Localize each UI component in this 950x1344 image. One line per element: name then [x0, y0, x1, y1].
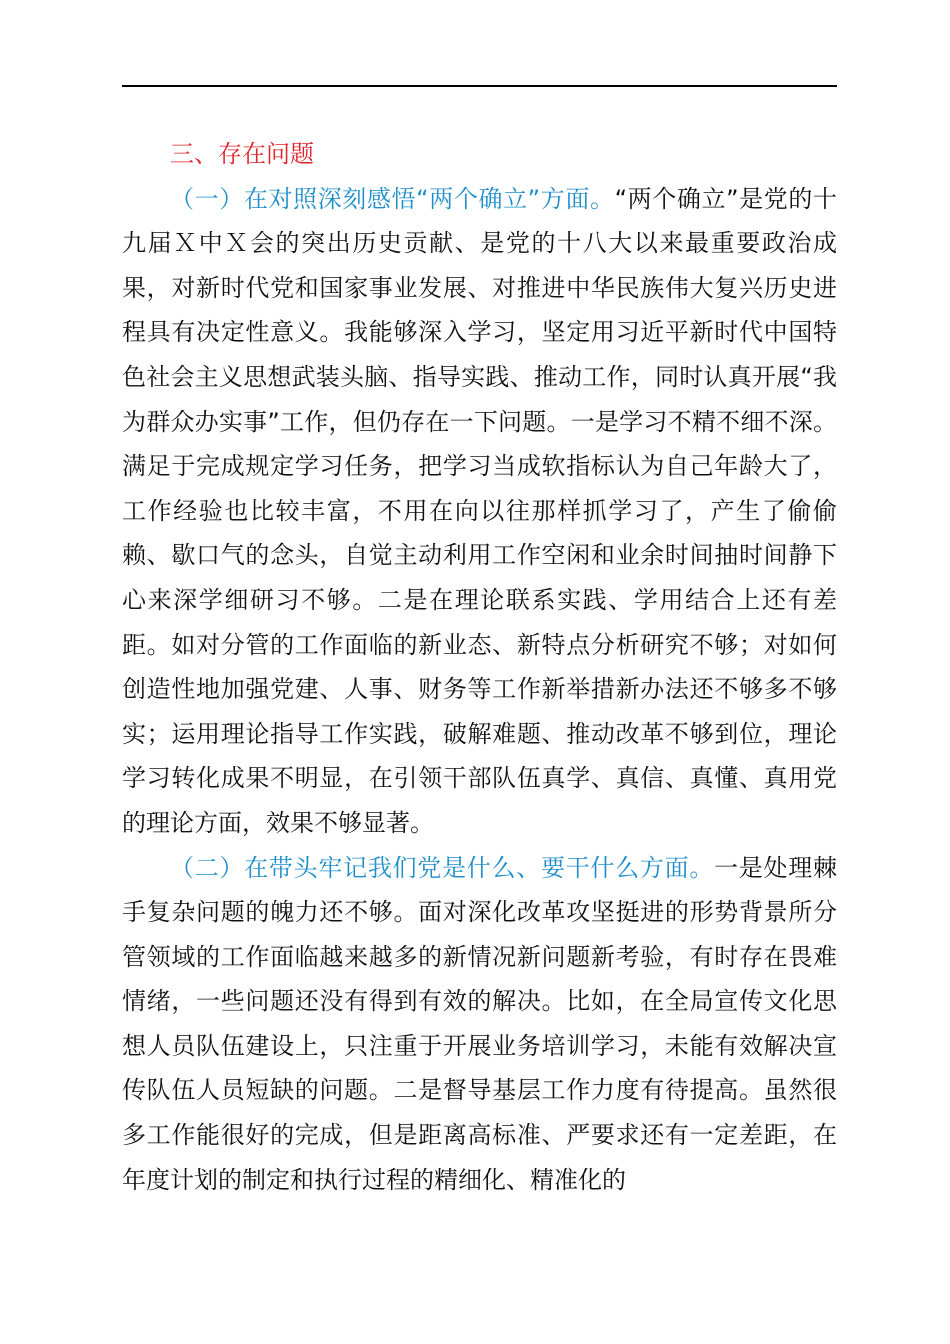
- section-heading: 三、存在问题: [170, 140, 314, 168]
- paragraph-2: [122, 846, 837, 1203]
- paragraph-2-subheading: （二）在带头牢记我们党是什么、要干什么方面。: [170, 853, 715, 882]
- document-body: [122, 132, 837, 1202]
- header-rule: [122, 85, 837, 87]
- paragraph-1: [122, 177, 837, 846]
- paragraph-1-text: “两个确立”是党的十九届Ｘ中Ｘ会的突出历史贡献、是党的十八大以来最重要政治成果，对新时代党和国家事业发展、对推进中华民族伟大复兴历史进程具有决定性意义。我能够深入学习，坚定用习近平新时代中国特色社会主义思想武装头脑、指导实践、推动工作，同时认真开展“我为群众办实事”工作，但仍存在一下问题。一是学习不精不细不深。满足于完成规定学习任务，把学习当成软指标认为自己年龄大了，工作经验也比较丰富，不用在向以往那样抓学习了，产生了偷偷赖、歇口气的念头，自觉主动利用工作空闲和业余时间抽时间静下心来深学细研习不够。二是在理论联系实践、学用结合上还有差距。如对分管的工作面临的新业态、新特点分析研究不够；对如何创造性地加强党建、人事、财务等工作新举措新办法还不够多不够实；运用理论指导工作实践，破解难题、推动改革不够到位，理论学习转化成果不明显，在引领干部队伍真学、真信、真懂、真用党的理论方面，效果不够显著。: [122, 184, 837, 837]
- paragraph-1-subheading: （一）在对照深刻感悟“两个确立”方面。: [170, 184, 615, 213]
- paragraph-2-text: 一是处理棘手复杂问题的魄力还不够。面对深化改革攻坚挺进的形势背景所分管领域的工作面临越来越多的新情况新问题新考验，有时存在畏难情绪，一些问题还没有得到有效的解决。比如，在全局宣传文化思想人员队伍建设上，只注重于开展业务培训学习，未能有效解决宣传队伍人员短缺的问题。二是督导基层工作力度有待提高。虽然很多工作能很好的完成，但是距离高标准、严要求还有一定差距，在年度计划的制定和执行过程的精细化、精准化的: [122, 853, 838, 1194]
